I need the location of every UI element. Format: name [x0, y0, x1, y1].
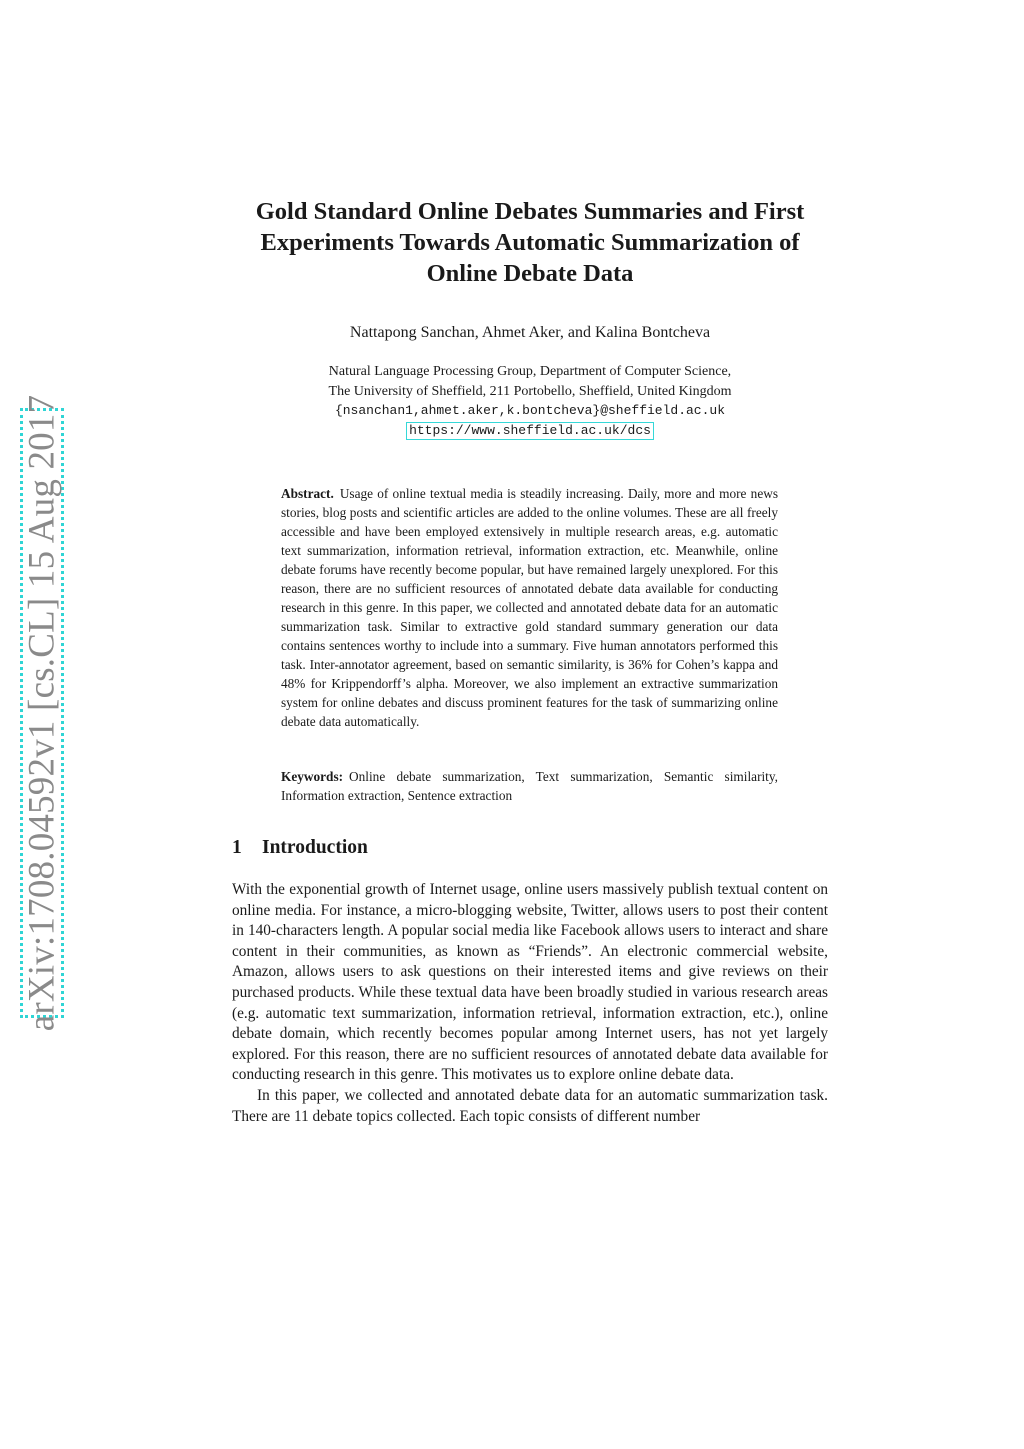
paper-title — [230, 196, 830, 289]
paragraph: With the exponential growth of Internet usage, online users massively publish textual content on online media. For instance, a micro-blogging website, Twitter, allows users to post their content in 140-characters length. A popular social media like Facebook allows users to interact and share content in their communities, as known as “Friends”. An electronic commercial website, Amazon, allows users to ask questions on their interested items and give reviews on their purchased products. While these textual data have been broadly studied in various research areas (e.g. automatic text summarization, information retrieval, information extraction, etc.), online debate domain, which recently becomes popular among Internet users, has not yet largely explored. For this reason, there are no sufficient resources of annotated debate data available for conducting research in this genre. This motivates us to explore online debate data. — [232, 881, 828, 1084]
department-url-link[interactable]: https://www.sheffield.ac.uk/dcs — [406, 422, 654, 440]
author-list: Nattapong Sanchan, Ahmet Aker, and Kalina Bontcheva — [349, 324, 711, 341]
affiliation-line: Natural Language Processing Group, Department of Computer Science, — [328, 364, 732, 379]
section-title: Introduction — [262, 837, 368, 858]
section-number: 1 — [232, 837, 242, 858]
section-heading — [232, 837, 368, 859]
arxiv-identifier: arXiv:1708.04592v1 [cs.CL] 15 Aug 2017 — [21, 394, 63, 1032]
keywords-text: Online debate summarization, Text summarization, Semantic similarity, Information extraction, Sentence extraction — [281, 769, 778, 803]
body-text — [232, 880, 828, 1127]
affiliation-line: The University of Sheffield, 211 Portobello, Sheffield, United Kingdom — [328, 383, 732, 399]
paragraph: In this paper, we collected and annotated debate data for an automatic summarization task. There are 11 debate topics collected. Each topic consists of different number — [232, 1086, 828, 1125]
title-line: Online Debate Data — [426, 260, 634, 287]
keywords-block — [281, 767, 778, 805]
title-line: Experiments Towards Automatic Summarization of — [260, 229, 800, 256]
affiliation-block — [230, 362, 830, 440]
author-emails: {nsanchan1,ahmet.aker,k.bontcheva}@sheffield.ac.uk — [334, 403, 726, 418]
keywords-label: Keywords: — [281, 769, 344, 784]
title-line: Gold Standard Online Debates Summaries and First — [255, 198, 805, 225]
abstract-text: Usage of online textual media is steadily increasing. Daily, more and more news stories, blog posts and scientific articles are added to the online volumes. These are all freely accessible and have been employed extensively in multiple research areas, e.g. automatic text summarization, information retrieval, information extraction, etc. Meanwhile, online debate forums have recently become popular, but have remained largely unexplored. For this reason, there are no sufficient resources of annotated debate data available for conducting research in this genre. In this paper, we collected and annotated debate data for an automatic summarization task. Similar to extractive gold standard summary generation our data contains sentences worthy to include into a summary. Five human annotators performed this task. Inter-annotator agreement, based on semantic similarity, is 36% for Cohen’s kappa and 48% for Krippendorff’s alpha. Moreover, we also implement an extractive summarization system for online debates and discuss prominent features for the task of summarizing online debate data automatically. — [281, 486, 778, 729]
abstract-block — [281, 484, 778, 731]
abstract-label: Abstract. — [281, 486, 334, 501]
